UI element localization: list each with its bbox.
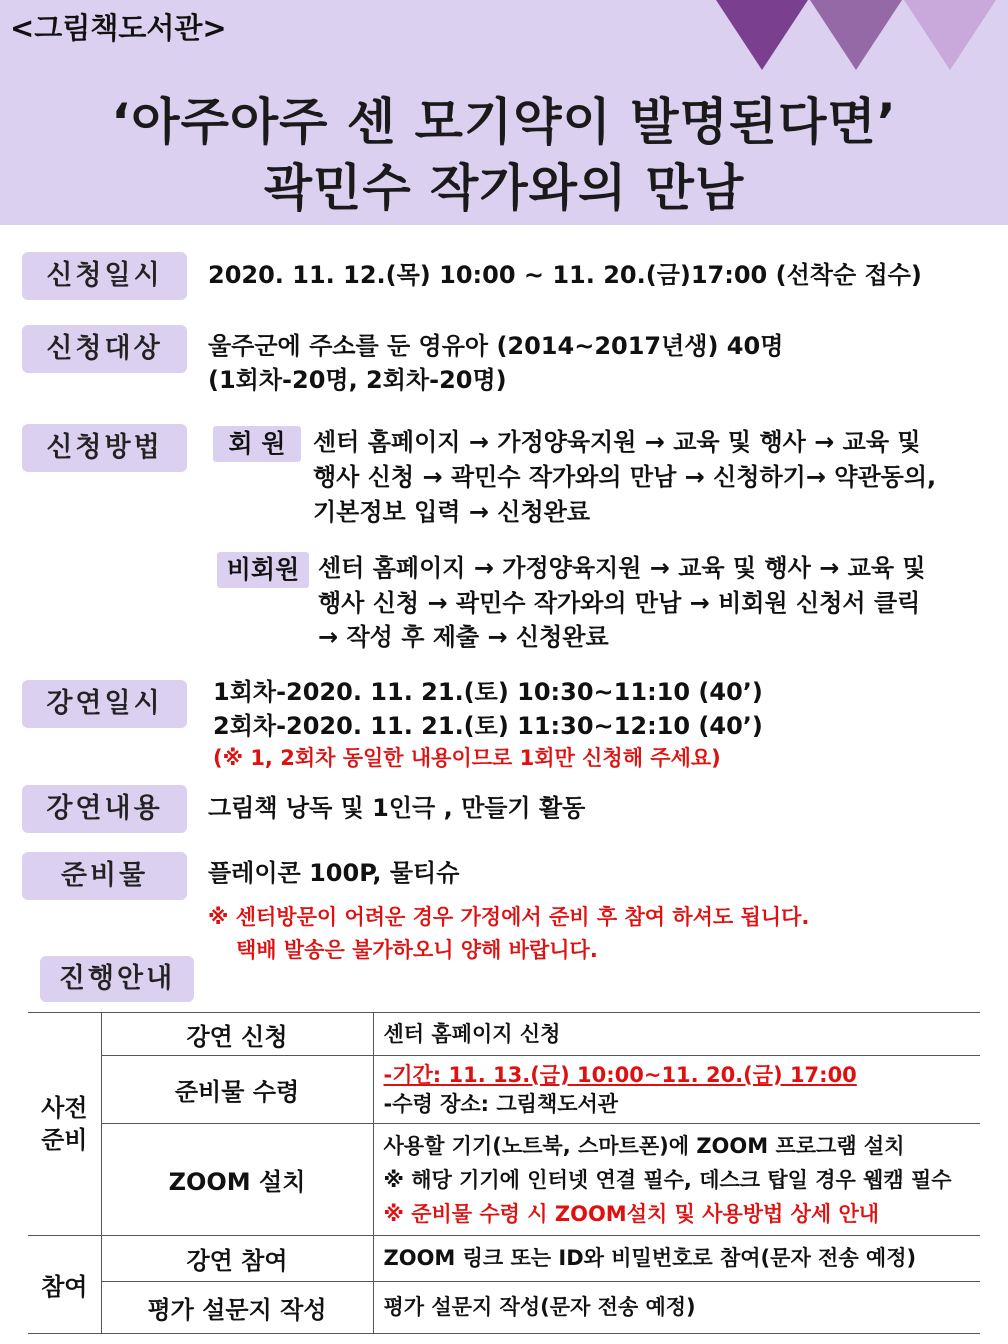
label-content: 강연내용 (22, 785, 187, 833)
triangle-decoration (810, 0, 902, 70)
table-desc-cell (373, 1124, 980, 1236)
prep-note-2: 택배 발송은 불가하오니 양해 바랍니다. (236, 938, 598, 962)
label-prep: 준비물 (22, 852, 187, 900)
table-row (28, 1013, 980, 1056)
label-target: 신청대상 (22, 325, 187, 373)
member-line-1: 센터 홈페이지 → 가정양육지원 → 교육 및 행사 → 교육 및 (313, 428, 921, 456)
apply-date-text: 2020. 11. 12.(목) 10:00 ~ 11. 20.(금)17:00 (선착순 접수) (208, 261, 922, 289)
category-participation: 참여 (28, 1236, 101, 1334)
member-line-2: 행사 신청 → 곽민수 작가와의 만남 → 신청하기→ 약관동의, (313, 463, 937, 491)
triangle-decoration (716, 0, 808, 70)
prep-text: 플레이콘 100P, 물티슈 (208, 859, 460, 887)
table-row (28, 1056, 980, 1124)
pickup-place: -수령 장소: 그림책도서관 (383, 1091, 619, 1116)
title-line-1: ‘아주아주 센 모기약이 발명된다면’ (111, 93, 897, 151)
table-desc: ZOOM 링크 또는 ID와 비밀번호로 참여(문자 전송 예정) (373, 1236, 980, 1282)
nonmember-line-1: 센터 홈페이지 → 가정양육지원 → 교육 및 행사 → 교육 및 (318, 554, 926, 582)
table-item: 평가 설문지 작성 (101, 1282, 373, 1334)
table-row (28, 1282, 980, 1334)
label-apply-date: 신청일시 (22, 252, 187, 300)
nonmember-line-2: 행사 신청 → 곽민수 작가와의 만남 → 비회원 신청서 클릭 (318, 589, 921, 617)
target-line-1: 울주군에 주소를 둔 영유아 (2014~2017년생) 40명 (208, 332, 784, 360)
table-item: ZOOM 설치 (101, 1124, 373, 1236)
label-lecture-date: 강연일시 (22, 680, 187, 728)
table-desc: 센터 홈페이지 신청 (373, 1013, 980, 1056)
schedule-table (28, 1012, 980, 1334)
table-item: 강연 참여 (101, 1236, 373, 1282)
zoom-desc-2: ※ 해당 기기에 인터넷 연결 필수, 데스크 탑일 경우 웹캠 필수 (383, 1167, 952, 1192)
triangle-decoration (904, 0, 996, 70)
nonmember-badge: 비회원 (217, 552, 309, 588)
nonmember-line-3: → 작성 후 제출 → 신청완료 (318, 623, 609, 651)
zoom-desc-3: ※ 준비물 수령 시 ZOOM설치 및 사용방법 상세 안내 (383, 1201, 880, 1226)
table-item: 강연 신청 (101, 1013, 373, 1056)
table-desc: 평가 설문지 작성(문자 전송 예정) (373, 1282, 980, 1334)
org-name: <그림책도서관> (10, 11, 227, 45)
table-row (28, 1124, 980, 1236)
table-row (28, 1236, 980, 1282)
lecture-line-2: 2회차-2020. 11. 21.(토) 11:30~12:10 (40’) (213, 712, 763, 740)
content-text: 그림책 낭독 및 1인극 , 만들기 활동 (208, 794, 586, 822)
lecture-line-1: 1회차-2020. 11. 21.(토) 10:30~11:10 (40’) (213, 678, 763, 706)
zoom-desc-1: 사용할 기기(노트북, 스마트폰)에 ZOOM 프로그램 설치 (383, 1133, 905, 1158)
category-preparation: 사전 준비 (28, 1013, 101, 1236)
pickup-period: -기간: 11. 13.(금) 10:00~11. 20.(금) 17:00 (383, 1062, 857, 1087)
label-guide: 진행안내 (40, 956, 194, 1002)
label-method: 신청방법 (22, 424, 187, 472)
title-line-2: 곽민수 작가와의 만남 (263, 159, 745, 217)
table-desc-cell (373, 1056, 980, 1124)
lecture-note: (※ 1, 2회차 동일한 내용이므로 1회만 신청해 주세요) (213, 746, 721, 770)
prep-note-1: ※ 센터방문이 어려운 경우 가정에서 준비 후 참여 하셔도 됩니다. (208, 905, 810, 929)
member-line-3: 기본정보 입력 → 신청완료 (313, 498, 591, 526)
table-item: 준비물 수령 (101, 1056, 373, 1124)
header-banner (0, 0, 1008, 225)
target-line-2: (1회차-20명, 2회차-20명) (208, 366, 507, 394)
member-badge: 회 원 (213, 426, 301, 462)
